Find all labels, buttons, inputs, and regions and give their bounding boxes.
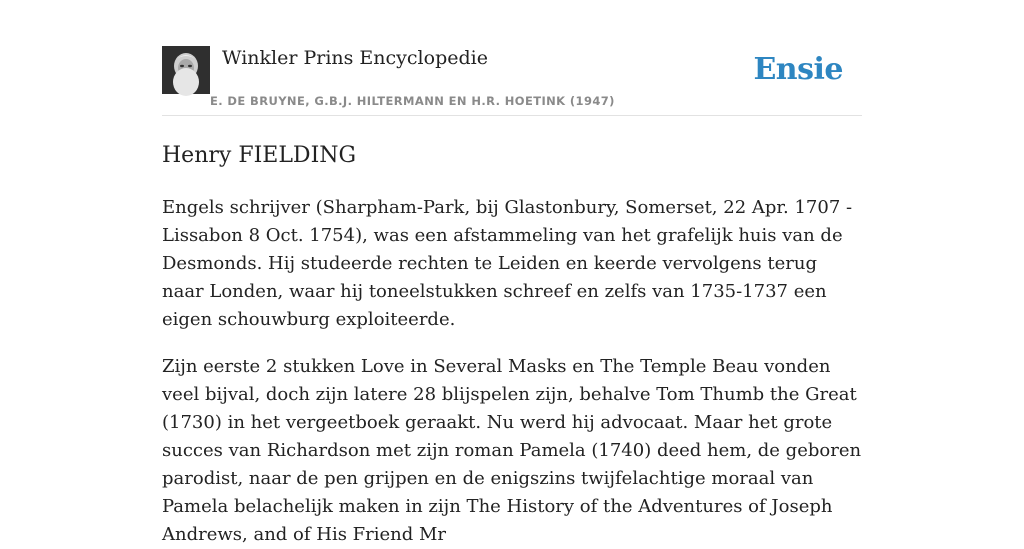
article-title: Henry FIELDING [162,143,357,168]
portrait-image [162,46,210,94]
article-paragraph-2: Zijn eerste 2 stukken Love in Several Masks en The Temple Beau vonden veel bijval, doch zijn latere 28 blijspelen zijn, behalve Tom Thumb the Great (1730) in het vergeetboek geraakt. Nu werd hij advocaat. Maar het grote succes van Richardson met zijn roman Pamela (1740) deed hem, de geboren parodist, naar de pen grijpen en de enigszins twijfelachtige moraal van Pamela belachelijk maken in zijn The History of the Adventures of Joseph Andrews, and of His Friend Mr [162,356,862,545]
author-portrait [162,46,210,94]
source-header [162,46,862,116]
brand-logo[interactable]: Ensie [753,52,843,87]
source-title[interactable]: Winkler Prins Encyclopedie [222,47,488,69]
article-page [162,0,862,549]
source-authors: E. DE BRUYNE, G.B.J. HILTERMANN EN H.R. HOETINK (1947) [210,94,615,108]
article-paragraph-1: Engels schrijver (Sharpham-Park, bij Glastonbury, Somerset, 22 Apr. 1707 - Lissabon 8 Oct. 1754), was een afstammeling van het grafelijk huis van de Desmonds. Hij studeerde rechten te Leiden en keerde vervolgens terug naar Londen, waar hij toneelstukken schreef en zelfs van 1735-1737 een eigen schouwburg exploiteerde. [162,197,853,330]
